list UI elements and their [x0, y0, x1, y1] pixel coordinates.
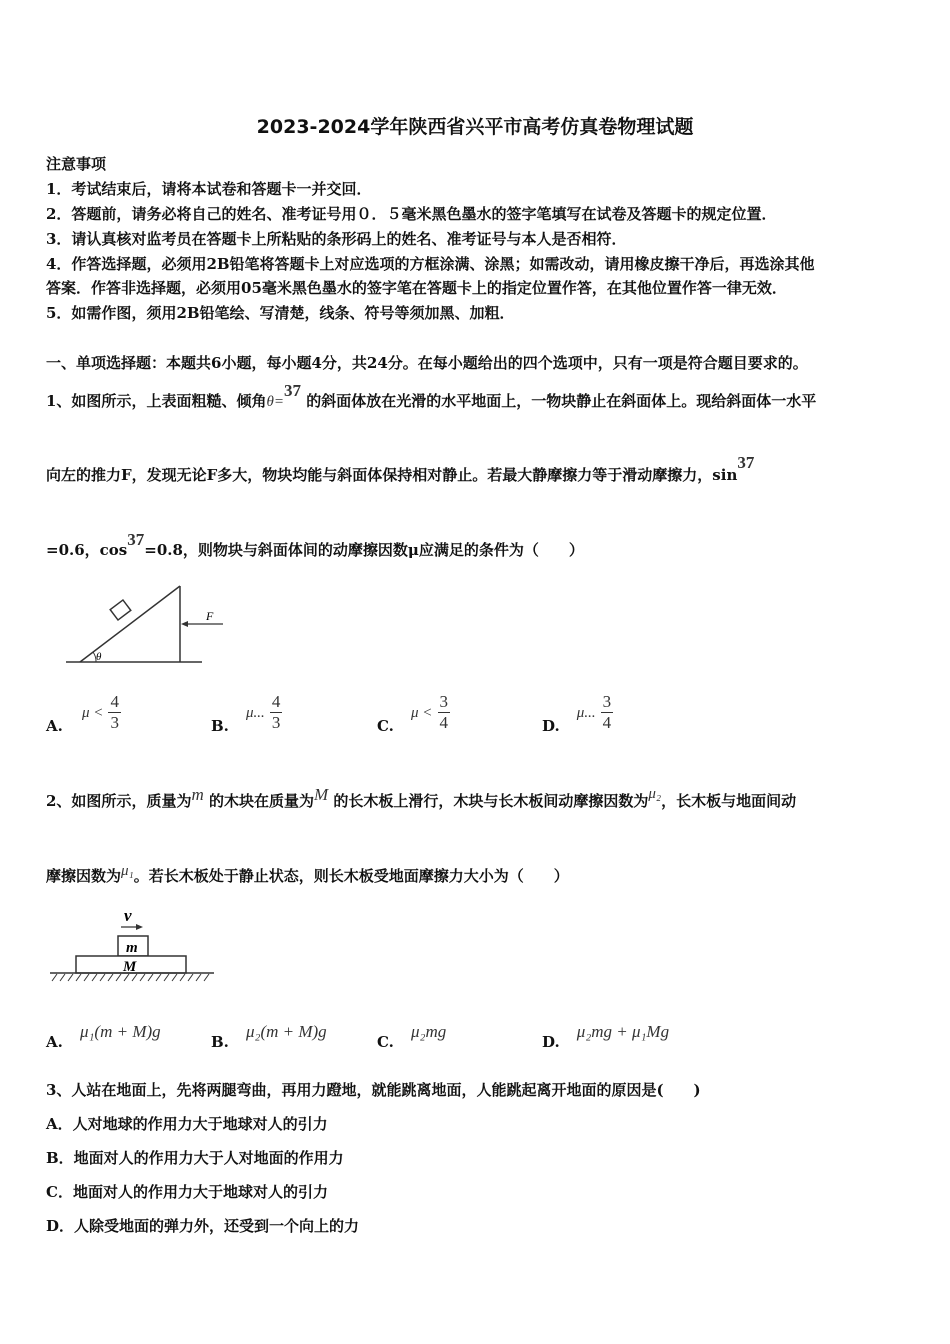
fraction-denominator: 4 [439, 713, 448, 732]
q1-option-c[interactable] [377, 692, 450, 733]
q1-line3 [46, 530, 584, 560]
q1-text: =0.6，cos [46, 541, 128, 559]
q1-theta: θ= [266, 394, 284, 410]
q2-text: ，长木板与地面间动 [661, 792, 797, 810]
q1-option-d[interactable] [542, 692, 613, 733]
q1-figure-F: F [206, 609, 214, 623]
q3-option-d[interactable]: D．人除受地面的弹力外，还受到一个向上的力 [46, 1217, 360, 1235]
q2-figure-m: m [126, 940, 138, 956]
q1-text: 的斜面体放在光滑的水平地面上，一物块静止在斜面体上。现给斜面体一水平 [306, 392, 817, 410]
option-letter: C. [377, 717, 394, 735]
q1-text: =0.8，则物块与斜面体间的动摩擦因数μ应满足的条件为（ ） [144, 541, 584, 559]
option-fraction [270, 692, 283, 733]
q1-angle: 37 [737, 453, 755, 472]
fraction-denominator: 3 [110, 713, 119, 732]
q2-option-c[interactable] [377, 1022, 447, 1051]
option-fraction [438, 692, 451, 733]
q2-option-b[interactable] [211, 1022, 327, 1051]
q3-option-b[interactable]: B．地面对人的作用力大于人对地面的作用力 [46, 1149, 344, 1167]
q2-line1 [46, 785, 797, 811]
option-letter: D. [542, 717, 560, 735]
q1-angle: 37 [283, 381, 301, 400]
option-letter: A. [46, 1033, 63, 1051]
section-heading: 一、单项选择题：本题共6小题，每小题4分，共24分。在每小题给出的四个选项中，只有一项是符合题目要求的。 [46, 354, 808, 372]
fraction-numerator: 4 [271, 692, 281, 711]
option-letter: B. [211, 717, 229, 735]
q2-figure-v: v [124, 906, 132, 925]
notice-item: 3．请认真核对监考员在答题卡上所粘贴的条形码上的姓名、准考证号与本人是否相符． [46, 230, 627, 248]
option-letter: D. [542, 1033, 560, 1051]
option-expression: μ₂mg + μ₁Mg [576, 1022, 670, 1041]
option-expression: μ₁(m + M)g [79, 1022, 161, 1041]
q2-option-a[interactable] [46, 1022, 161, 1051]
option-letter: B. [211, 1033, 229, 1051]
q2-option-d[interactable] [542, 1022, 670, 1051]
option-letter: C. [377, 1033, 394, 1051]
q2-block-figure [48, 905, 218, 985]
q1-option-a[interactable] [46, 692, 121, 733]
fraction-denominator: 4 [602, 713, 612, 732]
option-fraction [601, 692, 614, 733]
option-relation: μ... [576, 705, 596, 721]
q2-var-mu1: μ₁ [121, 863, 134, 879]
q1-text: 1、如图所示，上表面粗糙、倾角 [46, 392, 267, 410]
q1-figure-theta: θ [96, 651, 102, 663]
option-relation: μ < [411, 705, 433, 721]
q2-line2 [46, 865, 569, 886]
fraction-denominator: 3 [271, 713, 281, 732]
q2-text: 。若长木板处于静止状态，则长木板受地面摩擦力大小为（ ） [133, 867, 569, 885]
q2-text: 2、如图所示，质量为 [46, 792, 192, 810]
q1-option-b[interactable] [211, 692, 282, 733]
option-fraction [108, 692, 121, 733]
notice-item: 4．作答选择题，必须用2B铅笔将答题卡上对应选项的方框涂满、涂黑；如需改动，请用橡皮擦干净后，再选涂其他 [46, 255, 815, 273]
q2-text: 摩擦因数为 [46, 867, 122, 885]
q1-line1 [46, 381, 817, 411]
q2-var-m: m [191, 785, 204, 804]
q3-option-a[interactable]: A．人对地球的作用力大于地球对人的引力 [46, 1115, 328, 1133]
q1-angle: 37 [127, 530, 145, 549]
q2-figure-M: M [123, 959, 137, 975]
notice-item: 1．考试结束后，请将本试卷和答题卡一并交回． [46, 180, 372, 198]
notice-heading: 注意事项 [46, 155, 107, 173]
q1-line2 [46, 453, 755, 485]
q2-text: 的木块在质量为 [208, 792, 314, 810]
q2-var-mu2: μ₂ [648, 786, 662, 802]
q2-var-M: M [313, 785, 329, 804]
q3-stem: 3、人站在地面上，先将两腿弯曲，再用力蹬地，就能跳离地面，人能跳起离开地面的原因是( ) [46, 1081, 701, 1099]
option-relation: μ < [81, 705, 104, 721]
q1-incline-figure [60, 578, 240, 668]
option-letter: A. [46, 717, 63, 735]
option-expression: μ₂mg [411, 1022, 447, 1041]
notice-item: 答案．作答非选择题，必须用05毫米黑色墨水的签字笔在答题卡上的指定位置作答，在其他位置作答一律无效． [46, 279, 787, 297]
fraction-numerator: 3 [602, 692, 612, 711]
page-title: 2023-2024学年陕西省兴平市高考仿真卷物理试题 [256, 116, 694, 138]
notice-item: 5．如需作图，须用2B铅笔绘、写清楚，线条、符号等须加黑、加粗． [46, 304, 515, 322]
q1-text: 向左的推力F，发现无论F多大，物块均能与斜面体保持相对静止。若最大静摩擦力等于滑动摩擦力，sin [46, 466, 738, 484]
option-relation: μ... [246, 705, 265, 721]
q2-text: 的长木板上滑行，木块与长木板间动摩擦因数为 [333, 792, 649, 810]
notice-item: 2．答题前，请务必将自己的姓名、准考证号用０．５毫米黑色墨水的签字笔填写在试卷及答题卡的规定位置． [46, 205, 777, 223]
option-expression: μ₂(m + M)g [246, 1022, 327, 1041]
q3-option-c[interactable]: C．地面对人的作用力大于地球对人的引力 [46, 1183, 328, 1201]
fraction-numerator: 4 [110, 692, 119, 711]
fraction-numerator: 3 [439, 692, 448, 711]
